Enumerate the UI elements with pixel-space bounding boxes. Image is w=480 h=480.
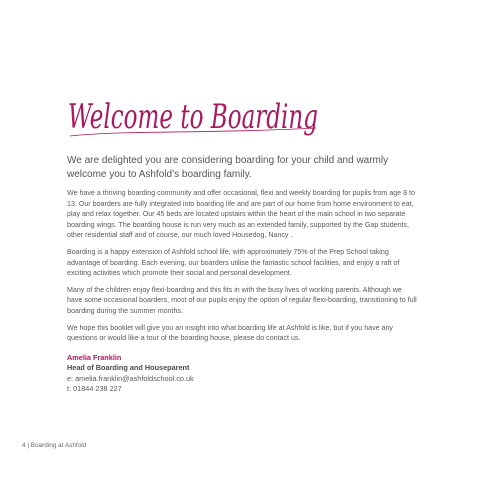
heading-script <box>66 78 326 148</box>
signature-email[interactable]: e: amelia.franklin@ashfoldschool.co.uk <box>67 373 194 383</box>
signature-name: Amelia Franklin <box>67 352 122 362</box>
signature-phone[interactable]: t: 01844 238 227 <box>67 383 122 393</box>
signature-block <box>67 353 417 395</box>
body-paragraph-1: We have a thriving boarding community and offer occasional, flexi and weekly boarding for pupils from age 8 to 13. Our boarders are fully integrated into boarding life and are part of our home from home environment to eat, play and relax together. Our 45 beds are located upstairs within the heart of the main school in two separate boarding wings. The boarding house is run very much as an extended family, supported by the Gap students, other residential staff and of course, our much loved Housedog, Nancy . <box>67 189 415 240</box>
page-heading <box>66 78 326 148</box>
body-paragraph-2: Boarding is a happy extension of Ashfold school life, with approximately 75% of the Prep School taking advantage of boarding. Each evening, our boarders utilise the fantastic school facilities, and enjoy a raft of exciting activities which promote their social and personal development. <box>67 247 400 278</box>
heading-text: Welcome to Boarding <box>68 97 318 137</box>
page-footer: 4 | Boarding at Ashfold <box>22 442 87 449</box>
letter-body <box>67 154 417 394</box>
signature-role: Head of Boarding and Houseparent <box>67 363 190 373</box>
body-paragraph-4: We hope this booklet will give you an insight into what boarding life at Ashfold is like, but if you have any questions or would like a tour of the boarding house, please do contact us. <box>67 323 393 343</box>
body-paragraph-3: Many of the children enjoy flexi-boarding and this fits in with the busy lives of working parents. Although we have some occasional boarders, most of our pupils enjoy the option of regular flexi-boarding, transitioning to full boarding during the summer months. <box>67 285 417 315</box>
intro-paragraph: We are delighted you are considering boarding for your child and warmly welcome you to Ashfold’s boarding family. <box>67 155 389 180</box>
